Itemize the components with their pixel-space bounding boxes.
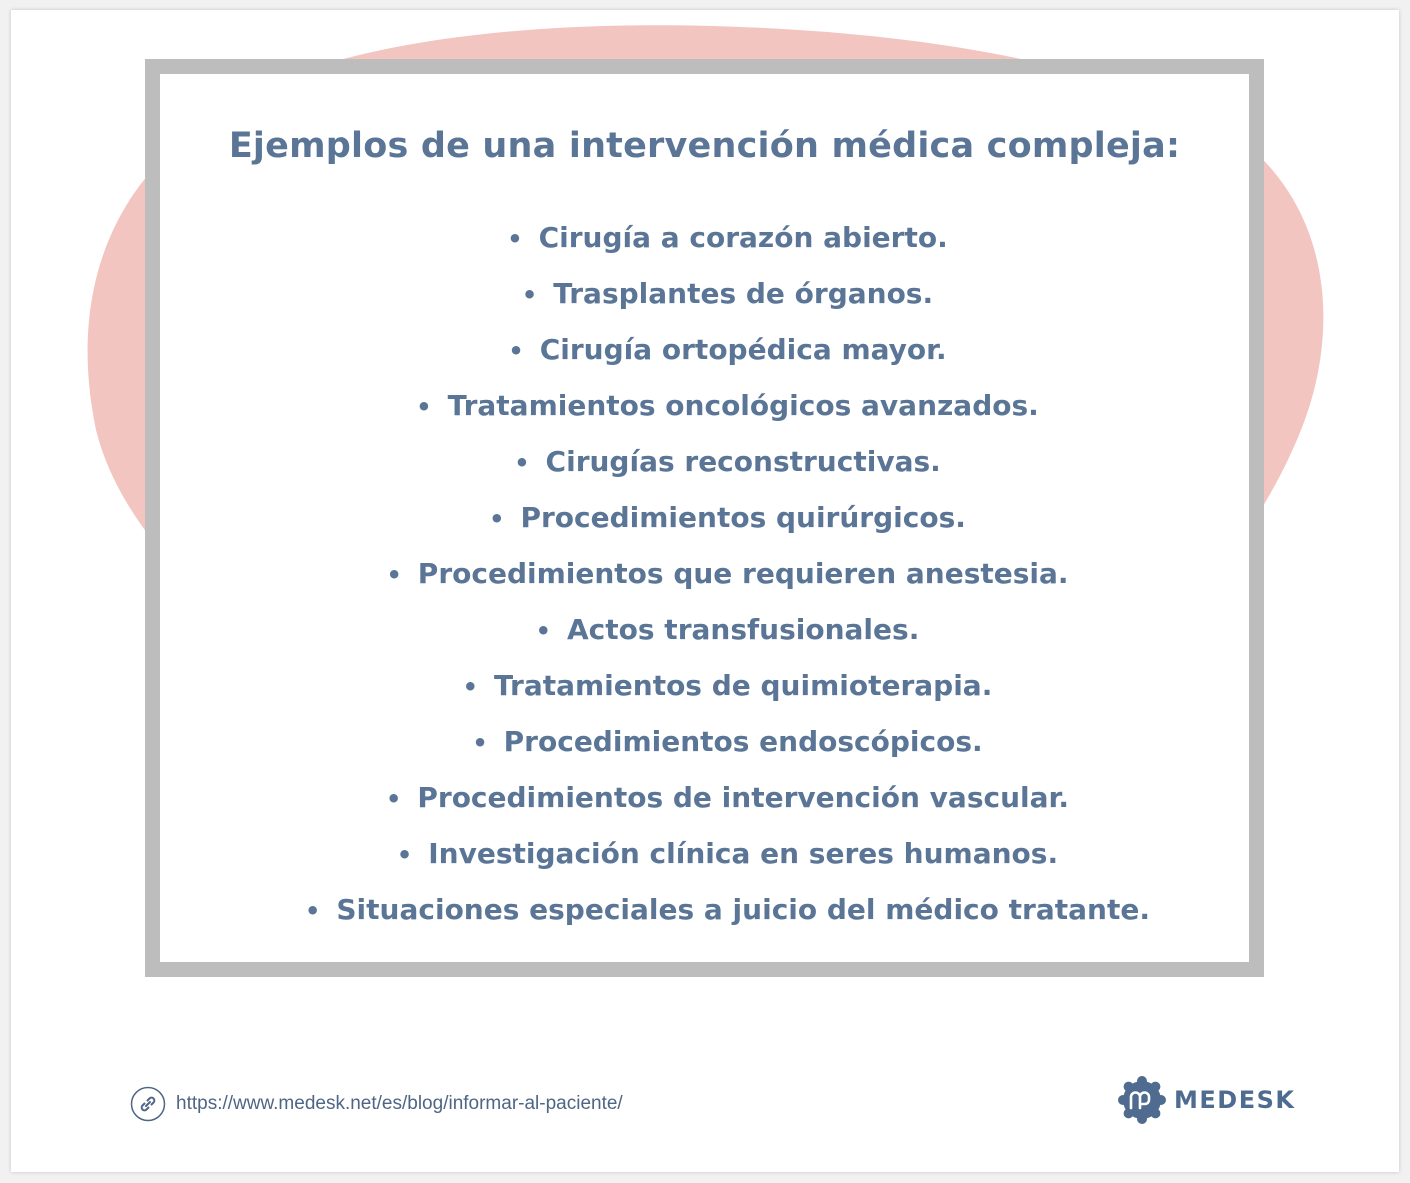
source-url[interactable]: https://www.medesk.net/es/blog/informar-al-paciente/ bbox=[176, 1093, 623, 1114]
content-panel bbox=[160, 74, 1249, 962]
list-item-text: Procedimientos de intervención vascular. bbox=[417, 781, 1069, 814]
list-item-text: Tratamientos oncológicos avanzados. bbox=[447, 389, 1039, 422]
list-item bbox=[160, 266, 1249, 322]
list-item bbox=[160, 378, 1249, 434]
source-link[interactable] bbox=[130, 1085, 623, 1123]
link-icon bbox=[130, 1086, 166, 1122]
list-item bbox=[160, 826, 1249, 882]
bullet-icon: • bbox=[472, 729, 488, 757]
list-item bbox=[160, 714, 1249, 770]
list-item-text: Situaciones especiales a juicio del médico tratante. bbox=[336, 893, 1150, 926]
list-item bbox=[160, 658, 1249, 714]
bullet-icon: • bbox=[514, 449, 530, 477]
page-title: Ejemplos de una intervención médica compleja: bbox=[228, 126, 1181, 166]
bullet-icon: • bbox=[416, 393, 432, 421]
bullet-icon: • bbox=[462, 673, 478, 701]
list-item bbox=[160, 602, 1249, 658]
list-item-text: Actos transfusionales. bbox=[567, 613, 920, 646]
list-item-text: Cirugía a corazón abierto. bbox=[538, 221, 948, 254]
list-item-text: Procedimientos endoscópicos. bbox=[503, 725, 983, 758]
bullet-icon: • bbox=[535, 617, 551, 645]
medesk-logo-icon bbox=[1118, 1076, 1166, 1124]
bullet-icon: • bbox=[507, 225, 523, 253]
list-item-text: Investigación clínica en seres humanos. bbox=[428, 837, 1059, 870]
list-item-text: Tratamientos de quimioterapia. bbox=[493, 669, 993, 702]
bullet-icon: • bbox=[489, 505, 505, 533]
list-item bbox=[160, 210, 1249, 266]
list-item bbox=[160, 490, 1249, 546]
bullet-icon: • bbox=[508, 337, 524, 365]
bullet-icon: • bbox=[305, 897, 321, 925]
medesk-logo bbox=[1118, 1076, 1295, 1124]
list-item bbox=[160, 770, 1249, 826]
list-item-text: Procedimientos que requieren anestesia. bbox=[417, 557, 1069, 590]
bullet-icon: • bbox=[386, 561, 402, 589]
list-item bbox=[160, 434, 1249, 490]
list-item-text: Trasplantes de órganos. bbox=[553, 277, 934, 310]
list-item bbox=[160, 322, 1249, 378]
bullet-icon: • bbox=[386, 785, 402, 813]
list-item bbox=[160, 546, 1249, 602]
bullet-icon: • bbox=[396, 841, 413, 869]
examples-list bbox=[160, 210, 1249, 938]
medesk-wordmark: MEDESK bbox=[1174, 1086, 1296, 1114]
bullet-icon: • bbox=[521, 281, 538, 309]
list-item bbox=[160, 882, 1249, 938]
list-item-text: Cirugía ortopédica mayor. bbox=[539, 333, 947, 366]
list-item-text: Procedimientos quirúrgicos. bbox=[520, 501, 966, 534]
list-item-text: Cirugías reconstructivas. bbox=[545, 445, 941, 478]
